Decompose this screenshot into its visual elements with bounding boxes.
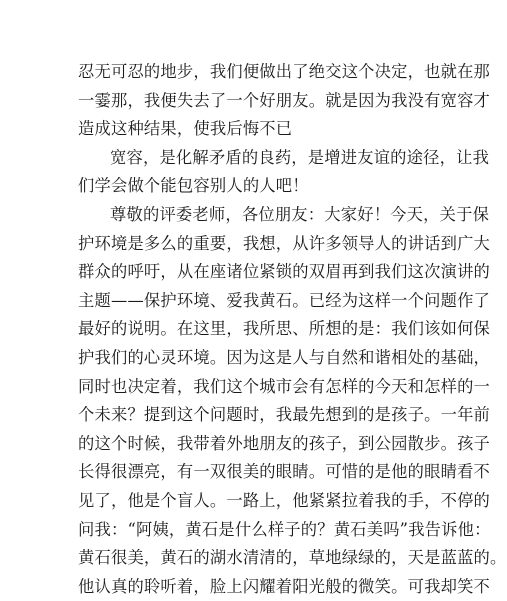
paragraph-first-line: 尊敬的评委老师，各位朋友：大家好！今天，关于保 (110, 204, 490, 224)
text-line: 主题——保护环境、爱我黄石。已经为这样一个问题作了 (78, 290, 491, 310)
text-line: 个未来？提到这个问题时，我最先想到的是孩子。一年前 (78, 405, 491, 425)
paragraph-first-line: 宽容，是化解矛盾的良药，是增进友谊的途径，让我 (110, 147, 490, 167)
text-line: 的这个时候，我带着外地朋友的孩子，到公园散步。孩子 (78, 433, 491, 453)
text-line: 们学会做个能包容别人的人吧！ (78, 176, 309, 196)
text-line: 最好的说明。在这里，我所思、所想的是：我们该如何保 (78, 319, 491, 339)
text-line: 问我：“阿姨，黄石是什么样子的？黄石美吗”我告诉他： (78, 519, 491, 539)
text-line: 护我们的心灵环境。因为这是人与自然和谐相处的基础， (78, 347, 491, 367)
text-line: 同时也决定着，我们这个城市会有怎样的今天和怎样的一 (78, 376, 491, 396)
text-line: 护环境是多么的重要，我想，从许多领导人的讲话到广大 (78, 233, 491, 253)
text-line: 见了，他是个盲人。一路上，他紧紧拉着我的手，不停的 (78, 490, 491, 510)
text-line: 长得很漂亮，有一双很美的眼睛。可惜的是他的眼睛看不 (78, 462, 491, 482)
text-line: 黄石很美，黄石的湖水清清的，草地绿绿的，天是蓝蓝的。 (78, 548, 507, 568)
document-body (78, 58, 507, 601)
text-line: 忍无可忍的地步，我们便做出了绝交这个决定，也就在那 (78, 62, 491, 81)
text-line: 他认真的聆听着，脸上闪耀着阳光般的微笑。可我却笑不 (78, 576, 491, 596)
text-line: 群众的呼吁，从在座诸位紧锁的双眉再到我们这次演讲的 (78, 262, 491, 282)
text-line: 造成这种结果，使我后悔不已 (78, 119, 293, 139)
text-line: 一霎那，我便失去了一个好朋友。就是因为我没有宽容才 (78, 90, 491, 110)
